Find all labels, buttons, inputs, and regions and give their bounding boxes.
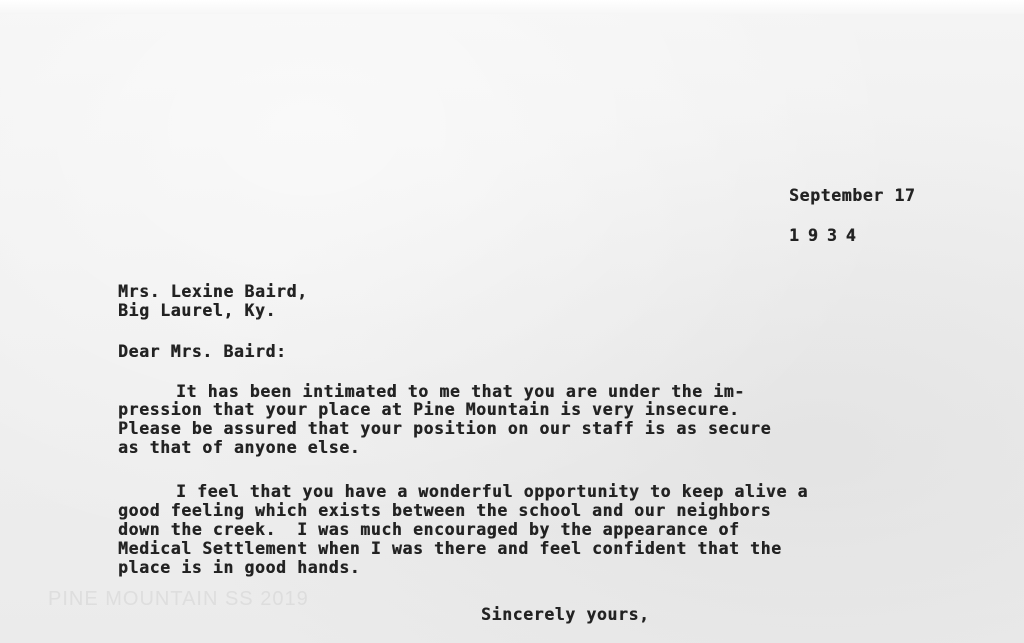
paragraph1-line: Please be assured that your position on our staff is as secure — [118, 419, 772, 438]
page-edge — [0, 0, 1024, 14]
paragraph2-line: down the creek. I was much encouraged by the appearance of — [118, 520, 740, 539]
paragraph1-line: It has been intimated to me that you are under the im- — [176, 382, 745, 401]
paragraph2-line: Medical Settlement when I was there and feel confident that the — [118, 539, 782, 558]
paragraph1-line: as that of anyone else. — [118, 438, 361, 457]
letter-year: 1934 — [789, 226, 865, 245]
salutation: Dear Mrs. Baird: — [118, 342, 287, 361]
watermark: PINE MOUNTAIN SS 2019 — [48, 588, 309, 610]
paragraph2-line: I feel that you have a wonderful opportunity to keep alive a — [176, 482, 809, 501]
paragraph2-line: place is in good hands. — [118, 558, 361, 577]
letter-date: September 17 — [789, 186, 916, 205]
paragraph1-line: pression that your place at Pine Mountain is very insecure. — [118, 400, 740, 419]
recipient-place: Big Laurel, Ky. — [118, 301, 277, 320]
recipient-name: Mrs. Lexine Baird, — [118, 282, 308, 301]
paragraph2-line: good feeling which exists between the school and our neighbors — [118, 501, 772, 520]
closing: Sincerely yours, — [481, 605, 650, 624]
